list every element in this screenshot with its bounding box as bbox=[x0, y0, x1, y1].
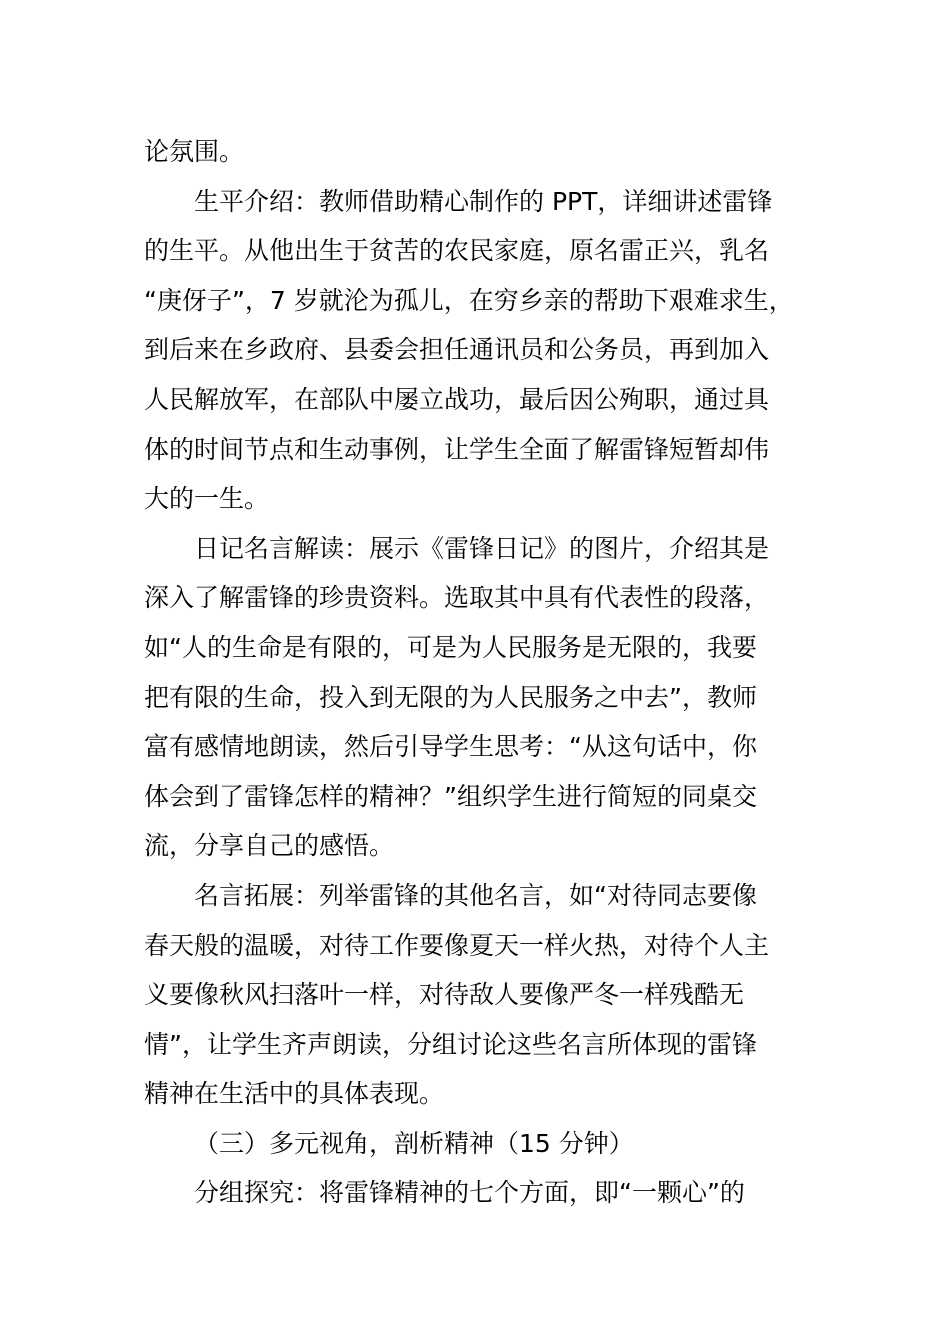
text-line: 体的时间节点和生动事例，让学生全面了解雷锋短暂却伟 bbox=[144, 434, 770, 464]
text-line: 到后来在乡政府、县委会担任通讯员和公务员，再到加入 bbox=[144, 335, 770, 365]
text-line: 人民解放军，在部队中屡立战功，最后因公殉职，通过具 bbox=[144, 384, 770, 414]
text-line: 富有感情地朗读，然后引导学生思考：“从这句话中，你 bbox=[144, 732, 757, 762]
text-line: 的生平。从他出生于贫苦的农民家庭，原名雷正兴，乳名 bbox=[144, 236, 770, 266]
text-line: 大的一生。 bbox=[144, 484, 270, 514]
text-line: 精神在生活中的具体表现。 bbox=[144, 1079, 445, 1109]
text-line: 情”，让学生齐声朗读，分组讨论这些名言所体现的雷锋 bbox=[144, 1029, 757, 1059]
text-line: 春天般的温暖，对待工作要像夏天一样火热，对待个人主 bbox=[144, 930, 770, 960]
paragraph-biography bbox=[144, 177, 834, 524]
text-line: 义要像秋风扫落叶一样，对待敌人要像严冬一样残酷无 bbox=[144, 980, 745, 1010]
paragraph-diary-quotes bbox=[144, 524, 834, 871]
text-line: 论氛围。 bbox=[144, 137, 245, 166]
paragraph-group-inquiry bbox=[144, 1168, 834, 1218]
text-line: “庚伢子”，7 岁就沦为孤儿，在穷乡亲的帮助下艰难求生， bbox=[144, 285, 794, 315]
section-heading bbox=[144, 1119, 834, 1169]
text-line: 生平介绍：教师借助精心制作的 PPT，详细讲述雷锋 bbox=[194, 186, 773, 216]
text-line: 把有限的生命，投入到无限的为人民服务之中去”，教师 bbox=[144, 682, 757, 712]
paragraph-quote-extension bbox=[144, 871, 834, 1119]
text-line: 名言拓展：列举雷锋的其他名言，如“对待同志要像 bbox=[194, 880, 757, 910]
text-line: 如“人的生命是有限的，可是为人民服务是无限的，我要 bbox=[144, 632, 757, 662]
text-line: 日记名言解读：展示《雷锋日记》的图片，介绍其是 bbox=[194, 533, 770, 563]
text-line: （三）多元视角，剖析精神（15 分钟） bbox=[194, 1128, 634, 1158]
text-line: 分组探究：将雷锋精神的七个方面，即“一颗心”的 bbox=[194, 1178, 745, 1208]
body-text bbox=[144, 127, 834, 1218]
text-line: 深入了解雷锋的珍贵资料。选取其中具有代表性的段落， bbox=[144, 583, 770, 613]
text-line: 流，分享自己的感悟。 bbox=[144, 831, 395, 861]
text-line: 体会到了雷锋怎样的精神？”组织学生进行简短的同桌交 bbox=[144, 781, 757, 811]
paragraph-continuation bbox=[144, 127, 834, 177]
